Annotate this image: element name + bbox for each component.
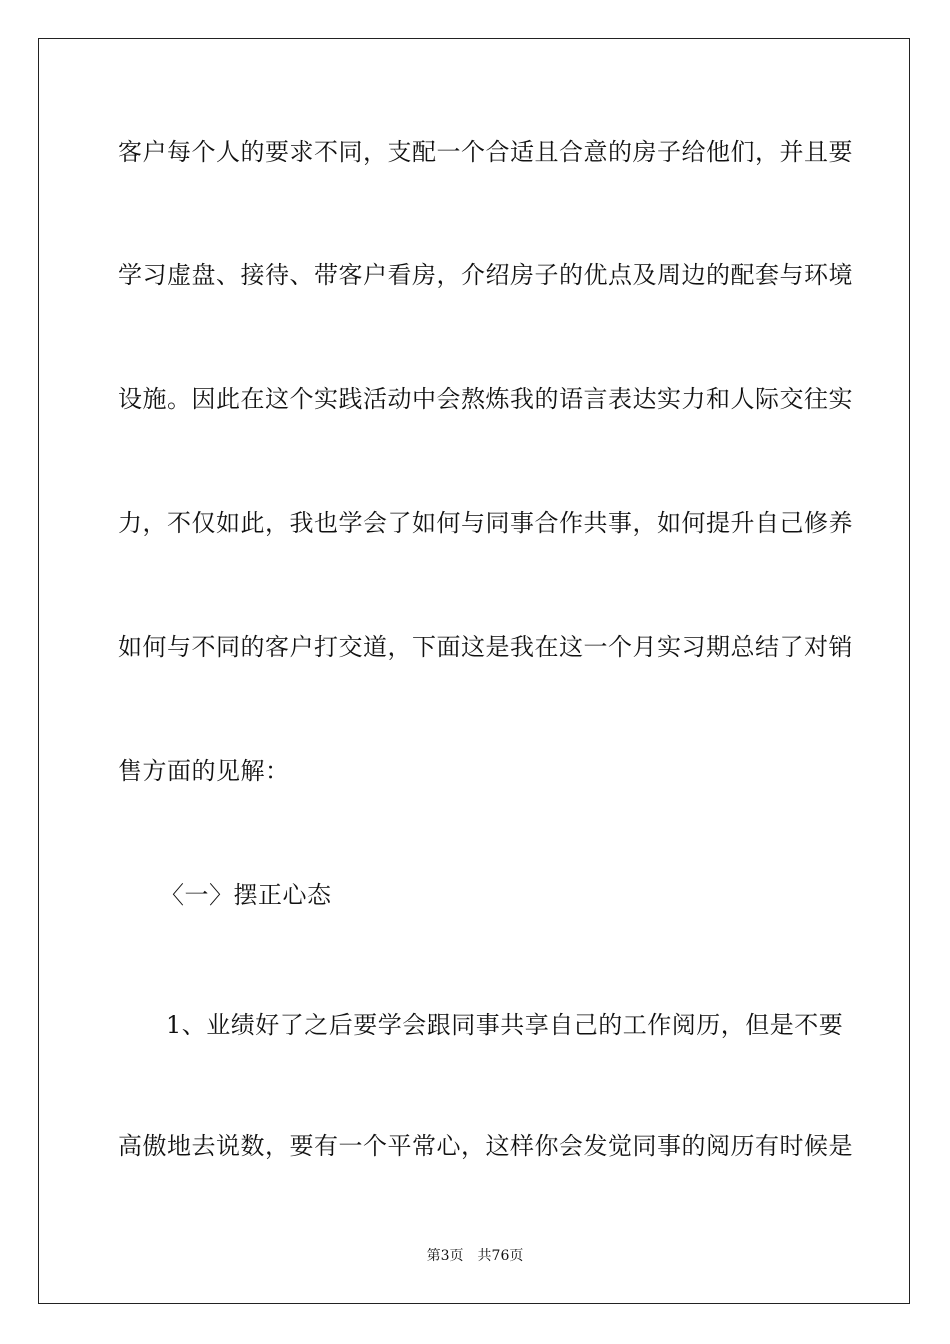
body-line-5: 如何与不同的客户打交道，下面这是我在这一个月实习期总结了对销 — [118, 633, 853, 661]
body-line-4: 力，不仅如此，我也学会了如何与同事合作共事，如何提升自己修养 — [118, 509, 853, 537]
page-total: 共76页 — [477, 1248, 524, 1264]
body-line-8: 1、业绩好了之后要学会跟同事共享自己的工作阅历，但是不要 — [166, 1011, 844, 1039]
section-heading: 〈一〉摆正心态 — [160, 881, 332, 909]
body-line-2: 学习虚盘、接待、带客户看房，介绍房子的优点及周边的配套与环境 — [118, 261, 853, 289]
body-line-3: 设施。因此在这个实践活动中会熬炼我的语言表达实力和人际交往实 — [118, 385, 853, 413]
body-line-1: 客户每个人的要求不同，支配一个合适且合意的房子给他们，并且要 — [118, 138, 853, 166]
page-footer — [0, 1247, 950, 1265]
page-border — [38, 38, 910, 1304]
body-line-9: 高傲地去说数，要有一个平常心，这样你会发觉同事的阅历有时候是 — [118, 1132, 853, 1160]
page-number: 第3页 — [426, 1248, 464, 1264]
body-line-6: 售方面的见解： — [118, 757, 290, 785]
